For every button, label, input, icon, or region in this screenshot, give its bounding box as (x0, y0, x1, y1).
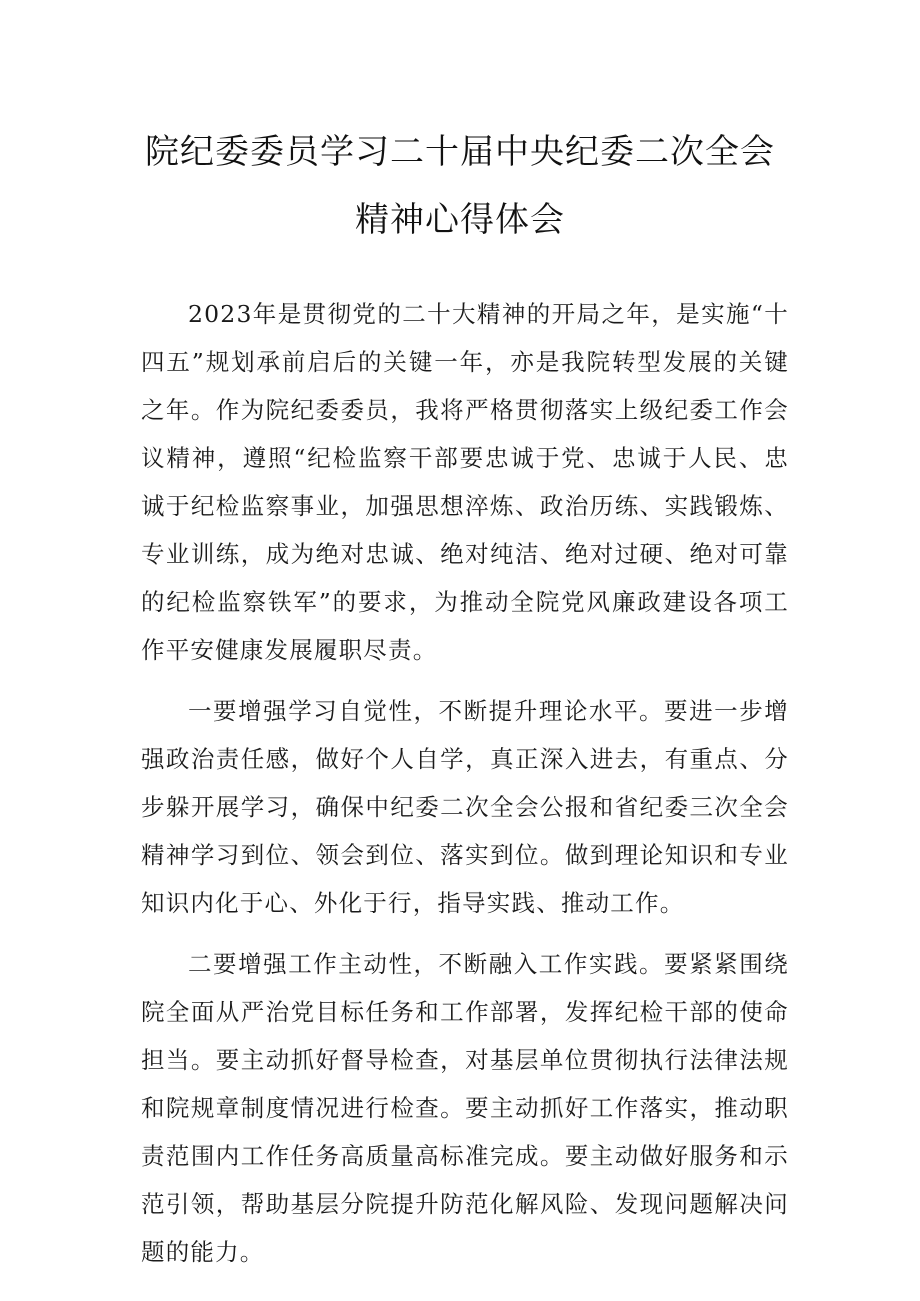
paragraph-intro: 2023年是贯彻党的二十大精神的开局之年，是实施“十四五”规划承前启后的关键一年，亦是我院转型发展的关键之年。作为院纪委委员，我将严格贯彻落实上级纪委工作会议精神，遵照“纪检监察干部要忠诚于党、忠诚于人民、忠诚于纪检监察事业，加强思想淬炼、政治历练、实践锻炼、专业训练，成为绝对忠诚、绝对纯洁、绝对过硬、绝对可靠的纪检监察铁军”的要求，为推动全院党风廉政建设各项工作平安健康发展履职尽责。 (141, 300, 789, 664)
paragraph-point-one: 一要增强学习自觉性，不断提升理论水平。要进一步增强政治责任感，做好个人自学，真正深入进去，有重点、分步躲开展学习，确保中纪委二次全会公报和省纪委三次全会精神学习到位、领会到位、落实到位。做到理论知识和专业知识内化于心、外化于行，指导实践、推动工作。 (141, 697, 789, 917)
document-title-line-2: 精神心得体会 (355, 200, 565, 240)
paragraph-point-two: 二要增强工作主动性，不断融入工作实践。要紧紧围绕院全面从严治党目标任务和工作部署，发挥纪检干部的使命担当。要主动抓好督导检查，对基层单位贯彻执行法律法规和院规章制度情况进行检查。要主动抓好工作落实，推动职责范围内工作任务高质量高标准完成。要主动做好服务和示范引领，帮助基层分院提升防范化解风险、发现问题解决问题的能力。 (141, 950, 789, 1266)
document-title-line-1: 院纪委委员学习二十届中央纪委二次全会 (145, 132, 775, 172)
document-body (141, 290, 789, 1276)
